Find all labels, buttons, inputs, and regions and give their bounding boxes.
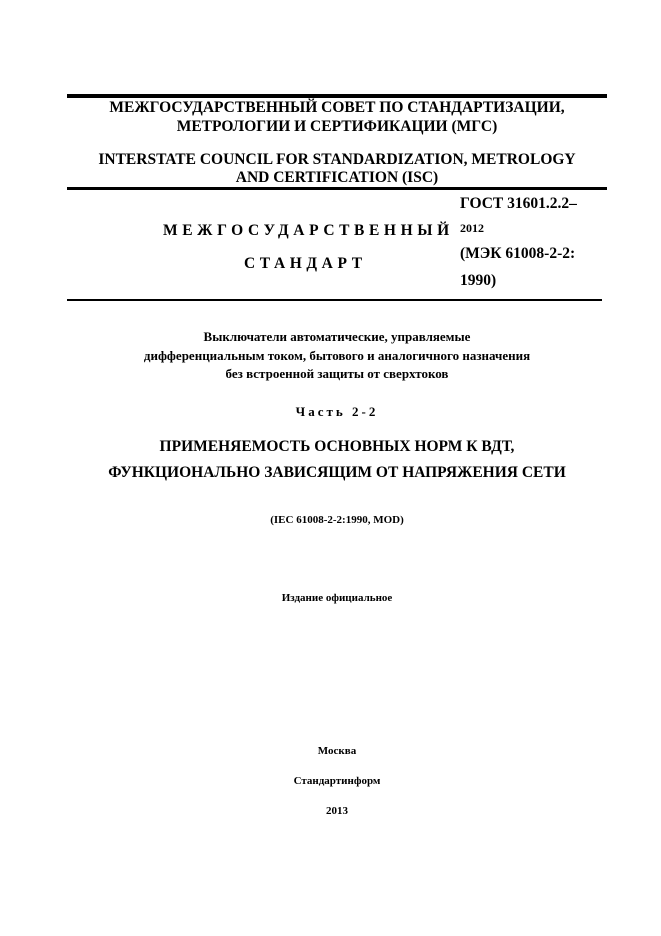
iec-reference: (IEC 61008-2-2:1990, MOD)	[270, 514, 404, 526]
standard-label-line-1: МЕЖГОСУДАРСТВЕННЫЙ	[163, 222, 454, 239]
standard-label-line-2: СТАНДАРТ	[244, 255, 367, 272]
imprint-city: Москва	[317, 745, 357, 757]
title-line-3: без встроенной защиты от сверхтоков	[225, 366, 449, 381]
edition-label: Издание официальное	[281, 592, 393, 604]
imprint-year: 2013	[326, 805, 348, 817]
title-line-1: Выключатели автоматические, управляемые	[203, 329, 471, 344]
subtitle-line-2: ФУНКЦИОНАЛЬНО ЗАВИСЯЩИМ ОТ НАПРЯЖЕНИЯ СЕТИ	[108, 464, 566, 481]
gost-number-line-4: 1990)	[460, 272, 497, 289]
top-rule	[67, 94, 607, 98]
gost-number-line-3: (МЭК 61008-2-2:	[460, 245, 576, 262]
part-label: Часть 2-2	[295, 404, 379, 419]
council-ru-line-2: МЕТРОЛОГИИ И СЕРТИФИКАЦИИ (МГС)	[176, 118, 498, 135]
imprint-publisher: Стандартинформ	[293, 775, 381, 787]
gost-number-line-1: ГОСТ 31601.2.2–	[460, 195, 577, 212]
subtitle-line-1: ПРИМЕНЯЕМОСТЬ ОСНОВНЫХ НОРМ К ВДТ,	[159, 438, 515, 455]
gost-number-line-2: 2012	[460, 221, 484, 235]
council-en-line-1: INTERSTATE COUNCIL FOR STANDARDIZATION, METROLOGY	[98, 151, 576, 168]
council-ru-line-1: МЕЖГОСУДАРСТВЕННЫЙ СОВЕТ ПО СТАНДАРТИЗАЦИИ,	[109, 99, 565, 116]
middle-rule	[67, 187, 607, 190]
council-en-line-2: AND CERTIFICATION (ISC)	[235, 169, 439, 186]
bottom-rule	[67, 299, 602, 301]
title-line-2: дифференциальным током, бытового и аналогичного назначения	[143, 348, 531, 363]
